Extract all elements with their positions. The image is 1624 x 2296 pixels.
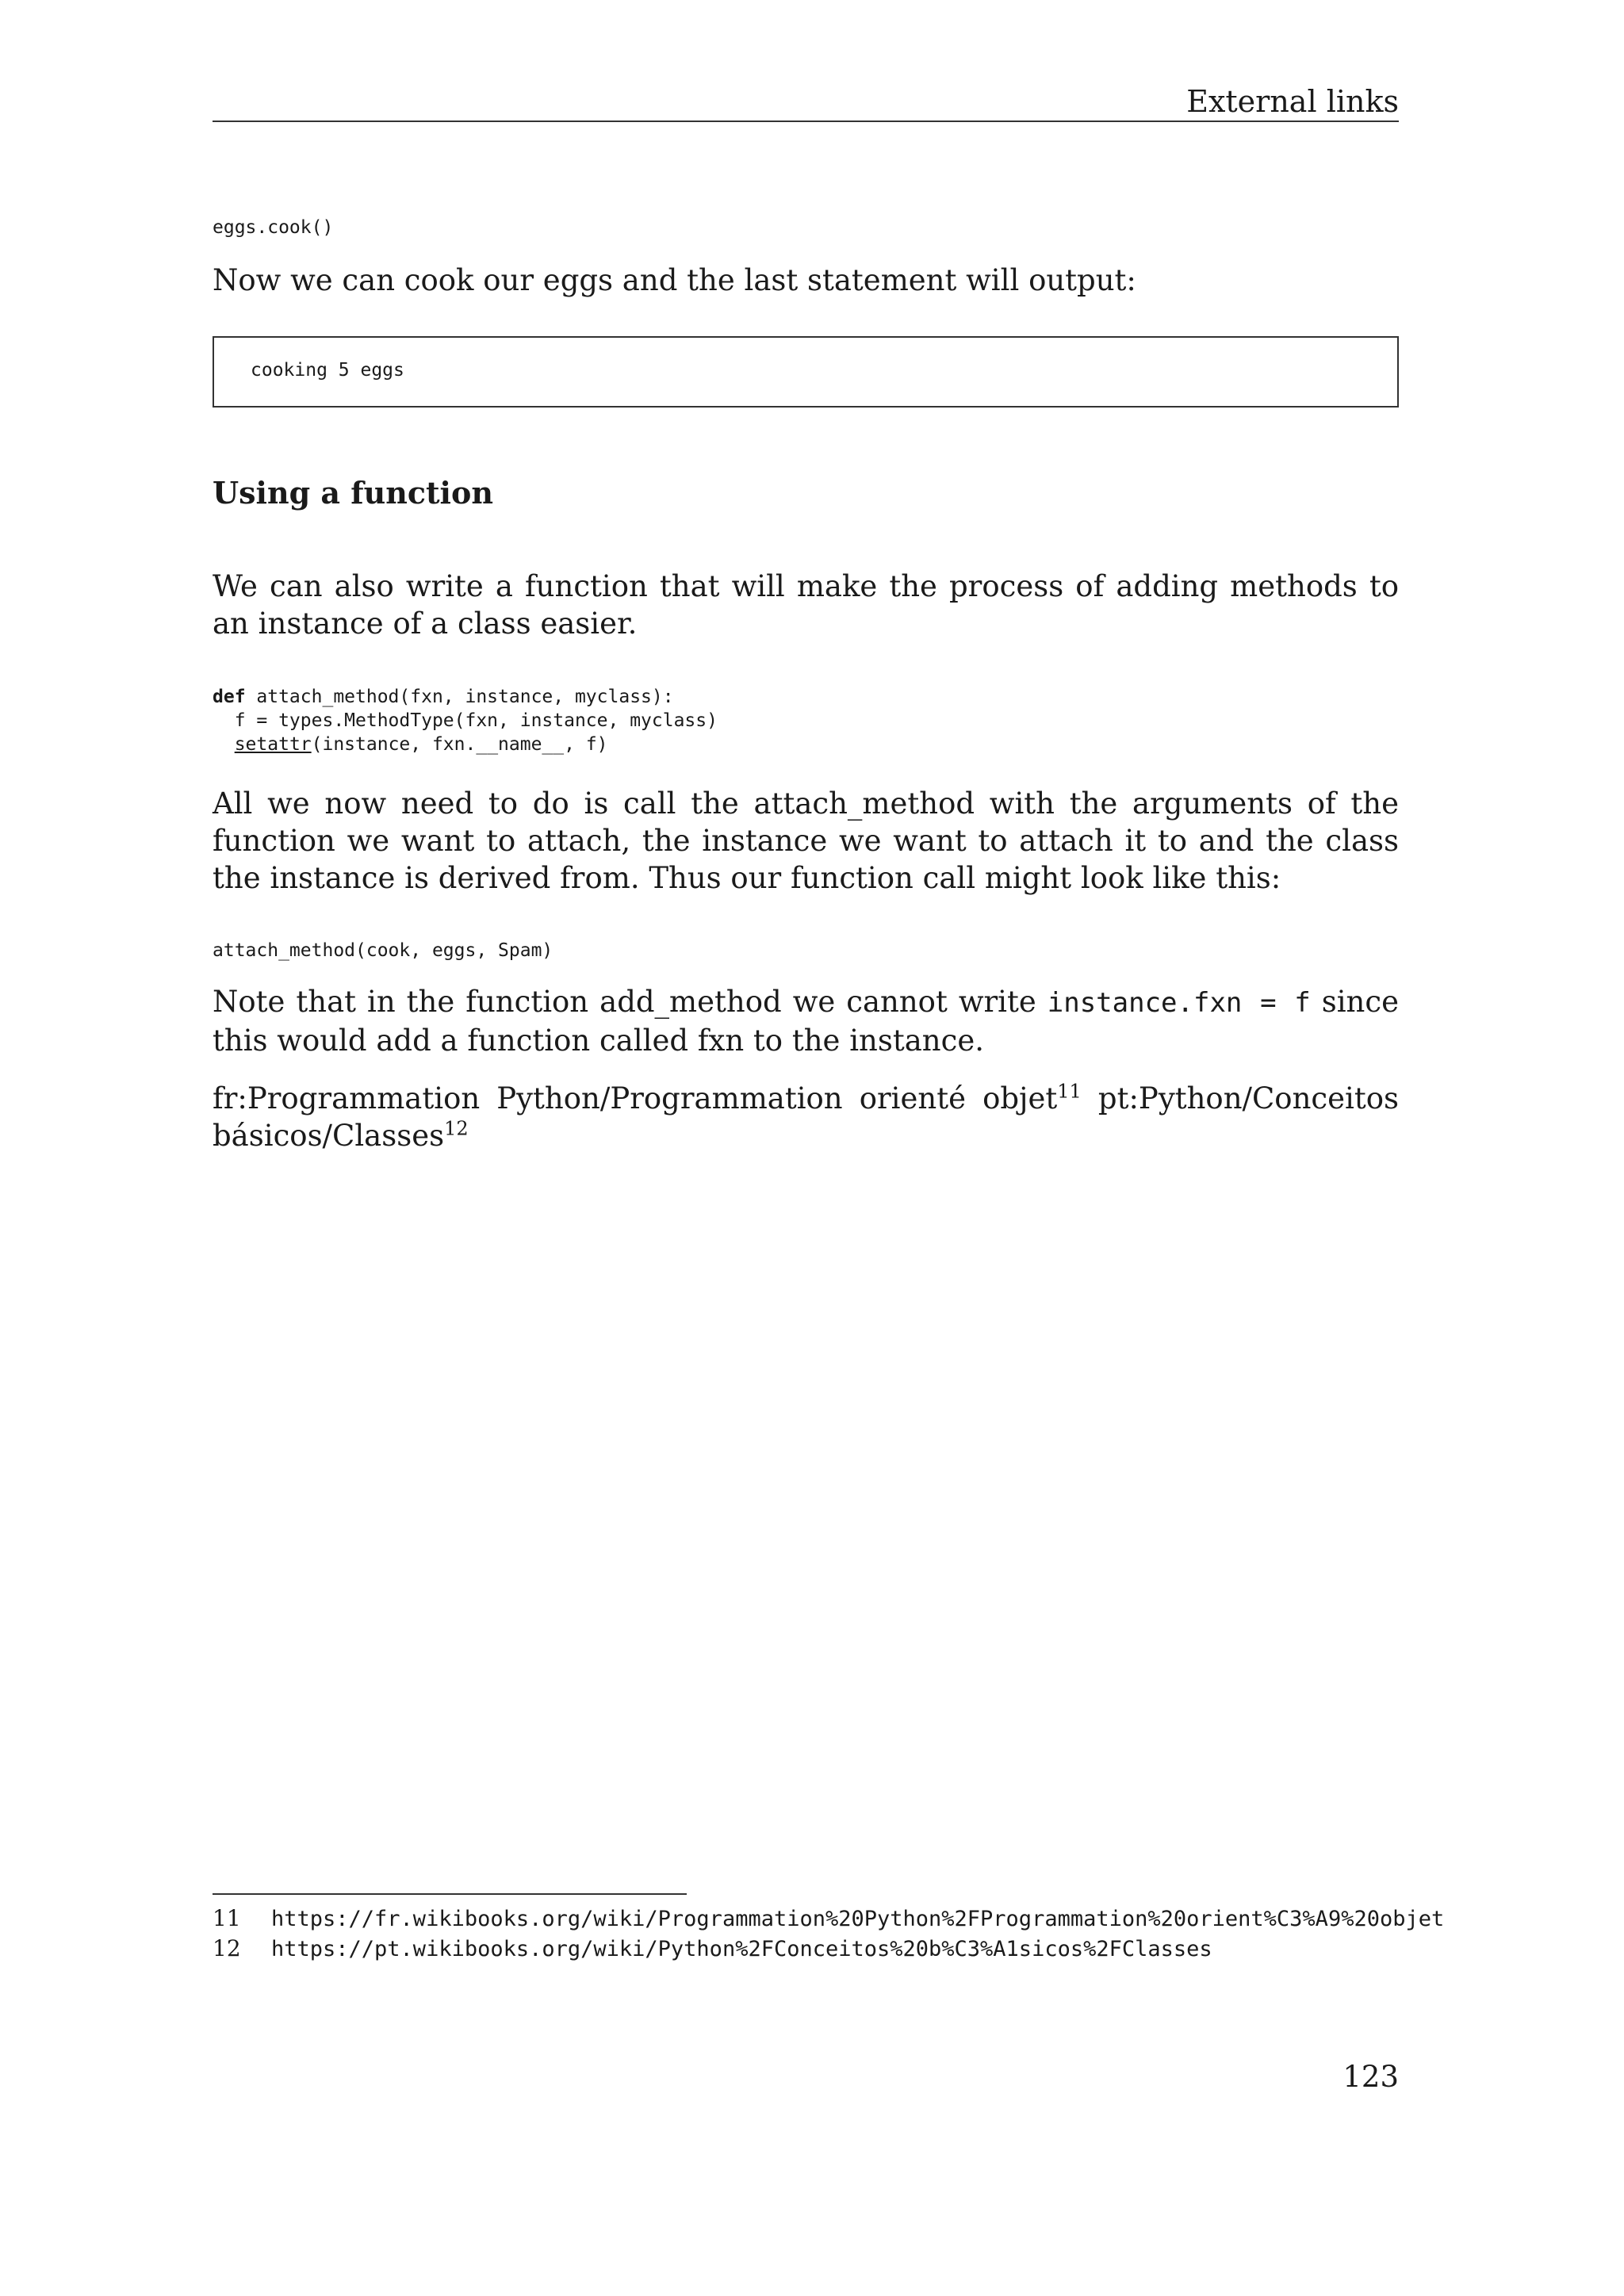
code-keyword: def — [213, 687, 246, 707]
code-def-rest: attach_method(fxn, instance, myclass): — [245, 687, 674, 707]
code-setattr-rest: (instance, fxn.__name__, f) — [311, 734, 608, 755]
footnote-number: 12 — [213, 1935, 241, 1961]
note-inline-code: instance.fxn = f — [1047, 987, 1311, 1019]
footnote-ref-11[interactable]: 11 — [1057, 1080, 1082, 1103]
note-text-before: Note that in the function add_method we cannot write — [213, 985, 1048, 1019]
footnote-12 — [213, 1934, 1212, 1964]
section-heading: Using a function — [213, 475, 493, 511]
paragraph-note — [213, 983, 1399, 1059]
footnote-number: 11 — [213, 1905, 241, 1931]
header-rule — [213, 121, 1399, 122]
output-box — [213, 336, 1399, 408]
running-header: External links — [1186, 84, 1399, 119]
footnote-url[interactable]: https://pt.wikibooks.org/wiki/Python%2FConceitos%20b%C3%A1sicos%2FClasses — [271, 1937, 1212, 1961]
page — [213, 0, 1445, 2296]
code-setattr-line — [213, 733, 608, 756]
footnote-url[interactable]: https://fr.wikibooks.org/wiki/Programmation%20Python%2FProgrammation%20orient%C3%A9%20objet — [271, 1907, 1445, 1931]
footnote-rule — [213, 1893, 687, 1895]
output-text: cooking 5 eggs — [251, 360, 404, 381]
paragraph-language-links — [213, 1080, 1399, 1154]
code-def-line — [213, 685, 674, 709]
code-eggs-cook: eggs.cook() — [213, 217, 334, 238]
link-pt-text[interactable]: pt:Python/Conceitos básicos/Classes — [213, 1081, 1399, 1153]
paragraph-cook-output: Now we can cook our eggs and the last statement will output: — [213, 263, 1136, 297]
link-fr-text[interactable]: fr:Programmation Python/Programmation orienté objet — [213, 1081, 1058, 1115]
paragraph-function-intro: We can also write a function that will make the process of adding methods to an instance of a class easier. — [213, 569, 1399, 641]
page-number: 123 — [1342, 2060, 1399, 2094]
footnote-ref-12[interactable]: 12 — [444, 1117, 469, 1140]
code-call-line: attach_method(cook, eggs, Spam) — [213, 940, 553, 961]
paragraph-call-explanation: All we now need to do is call the attach_method with the arguments of the function we want to attach, the instance we want to attach it to and the class the instance is derived from. Thus our function call might look like this: — [213, 786, 1399, 895]
footnote-11 — [213, 1904, 1444, 1934]
code-indent — [213, 734, 235, 755]
code-builtin: setattr — [234, 734, 312, 755]
note-text-after: since this would add a function called fxn to the instance. — [213, 985, 1400, 1058]
code-methodtype-line: f = types.MethodType(fxn, instance, myclass) — [213, 710, 718, 731]
